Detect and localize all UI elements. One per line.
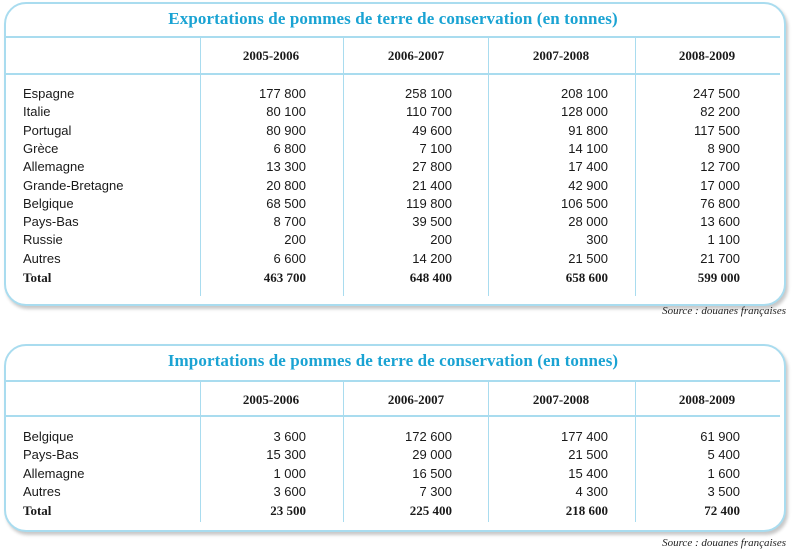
table-cell: 3 600 bbox=[273, 483, 306, 499]
table-cell: 21 500 bbox=[568, 447, 608, 463]
title-divider bbox=[6, 380, 780, 382]
column-header: 2006-2007 bbox=[387, 392, 445, 407]
column-divider bbox=[635, 382, 636, 522]
table-cell: 200 bbox=[430, 232, 452, 248]
column-header: 2005-2006 bbox=[242, 392, 300, 407]
row-label: Pays-Bas bbox=[23, 447, 79, 463]
column-header: 2007-2008 bbox=[532, 48, 590, 63]
column-header: 2006-2007 bbox=[387, 48, 445, 63]
table-cell: 12 700 bbox=[700, 159, 740, 175]
table-cell: 4 300 bbox=[575, 483, 608, 499]
table-cell: 29 000 bbox=[412, 447, 452, 463]
row-label: Espagne bbox=[23, 86, 75, 101]
total-cell: 225 400 bbox=[409, 503, 452, 518]
title-divider bbox=[6, 36, 780, 38]
table-cell: 28 000 bbox=[568, 214, 608, 230]
row-label: Pays-Bas bbox=[23, 214, 79, 230]
import-table-panel bbox=[0, 340, 800, 550]
column-divider bbox=[343, 382, 344, 522]
table-cell: 14 100 bbox=[568, 140, 608, 156]
column-divider bbox=[200, 38, 201, 296]
table-cell: 14 200 bbox=[412, 250, 452, 266]
table-cell: 3 600 bbox=[273, 429, 306, 444]
import-source-note: Source : douanes françaises bbox=[662, 537, 786, 549]
table-cell: 1 000 bbox=[273, 465, 306, 481]
table-cell: 110 700 bbox=[405, 104, 452, 120]
table-cell: 21 400 bbox=[412, 177, 452, 193]
table-cell: 208 100 bbox=[561, 86, 608, 101]
table-cell: 8 700 bbox=[273, 214, 306, 230]
total-label: Total bbox=[23, 503, 52, 518]
table-cell: 20 800 bbox=[266, 177, 306, 193]
table-cell: 7 100 bbox=[419, 140, 452, 156]
row-label: Portugal bbox=[23, 122, 72, 138]
table-cell: 91 800 bbox=[568, 122, 608, 138]
table-cell: 68 500 bbox=[266, 195, 306, 211]
table-cell: 42 900 bbox=[568, 177, 608, 193]
table-cell: 117 500 bbox=[693, 122, 740, 138]
table-cell: 5 400 bbox=[707, 447, 740, 463]
table-cell: 300 bbox=[586, 232, 608, 248]
table-cell: 258 100 bbox=[405, 86, 452, 101]
column-header: 2007-2008 bbox=[532, 392, 590, 407]
column-divider bbox=[200, 382, 201, 522]
table-cell: 3 500 bbox=[707, 483, 740, 499]
table-cell: 17 400 bbox=[568, 159, 608, 175]
table-cell: 6 600 bbox=[273, 250, 306, 266]
table-cell: 61 900 bbox=[700, 429, 740, 444]
export-table-title: Exportations de pommes de terre de conservation (en tonnes) bbox=[168, 9, 618, 28]
table-cell: 6 800 bbox=[273, 140, 306, 156]
table-cell: 128 000 bbox=[561, 104, 608, 120]
import-table-title: Importations de pommes de terre de conservation (en tonnes) bbox=[167, 351, 619, 370]
table-cell: 106 500 bbox=[561, 195, 608, 211]
table-cell: 13 600 bbox=[700, 214, 740, 230]
header-divider bbox=[6, 415, 780, 417]
column-header: 2008-2009 bbox=[678, 392, 736, 407]
table-cell: 17 000 bbox=[700, 177, 740, 193]
table-cell: 7 300 bbox=[419, 483, 452, 499]
table-cell: 172 600 bbox=[405, 429, 452, 444]
total-cell: 23 500 bbox=[270, 503, 306, 518]
total-cell: 658 600 bbox=[565, 270, 608, 285]
table-cell: 15 400 bbox=[568, 465, 608, 481]
table-cell: 247 500 bbox=[693, 86, 740, 101]
export-source-note: Source : douanes françaises bbox=[662, 305, 786, 317]
column-divider bbox=[488, 382, 489, 522]
table-cell: 16 500 bbox=[412, 465, 452, 481]
table-cell: 21 700 bbox=[700, 250, 740, 266]
total-cell: 599 000 bbox=[697, 270, 740, 285]
row-label: Belgique bbox=[23, 195, 74, 211]
table-cell: 39 500 bbox=[412, 214, 452, 230]
row-label: Belgique bbox=[23, 429, 74, 444]
table-cell: 15 300 bbox=[266, 447, 306, 463]
header-divider bbox=[6, 73, 780, 75]
row-label: Autres bbox=[23, 250, 61, 266]
total-cell: 648 400 bbox=[409, 270, 452, 285]
table-cell: 1 100 bbox=[707, 232, 740, 248]
table-cell: 13 300 bbox=[266, 159, 306, 175]
column-header: 2008-2009 bbox=[678, 48, 736, 63]
table-cell: 177 800 bbox=[259, 86, 306, 101]
table-cell: 1 600 bbox=[707, 465, 740, 481]
table-cell: 21 500 bbox=[568, 250, 608, 266]
total-cell: 218 600 bbox=[565, 503, 608, 518]
column-divider bbox=[488, 38, 489, 296]
table-cell: 49 600 bbox=[412, 122, 452, 138]
table-cell: 119 800 bbox=[405, 195, 452, 211]
table-cell: 80 100 bbox=[266, 104, 306, 120]
table-cell: 82 200 bbox=[700, 104, 740, 120]
row-label: Allemagne bbox=[23, 159, 85, 175]
table-cell: 76 800 bbox=[700, 195, 740, 211]
column-header: 2005-2006 bbox=[242, 48, 300, 63]
row-label: Grande-Bretagne bbox=[23, 177, 124, 193]
table-cell: 8 900 bbox=[707, 140, 740, 156]
row-label: Autres bbox=[23, 483, 61, 499]
table-cell: 177 400 bbox=[561, 429, 608, 444]
total-label: Total bbox=[23, 270, 52, 285]
total-cell: 463 700 bbox=[263, 270, 306, 285]
row-label: Allemagne bbox=[23, 465, 85, 481]
column-divider bbox=[635, 38, 636, 296]
column-divider bbox=[343, 38, 344, 296]
row-label: Russie bbox=[23, 232, 63, 248]
table-cell: 27 800 bbox=[412, 159, 452, 175]
table-cell: 200 bbox=[284, 232, 306, 248]
row-label: Italie bbox=[23, 104, 51, 120]
total-cell: 72 400 bbox=[704, 503, 740, 518]
table-cell: 80 900 bbox=[266, 122, 306, 138]
row-label: Grèce bbox=[23, 140, 59, 156]
